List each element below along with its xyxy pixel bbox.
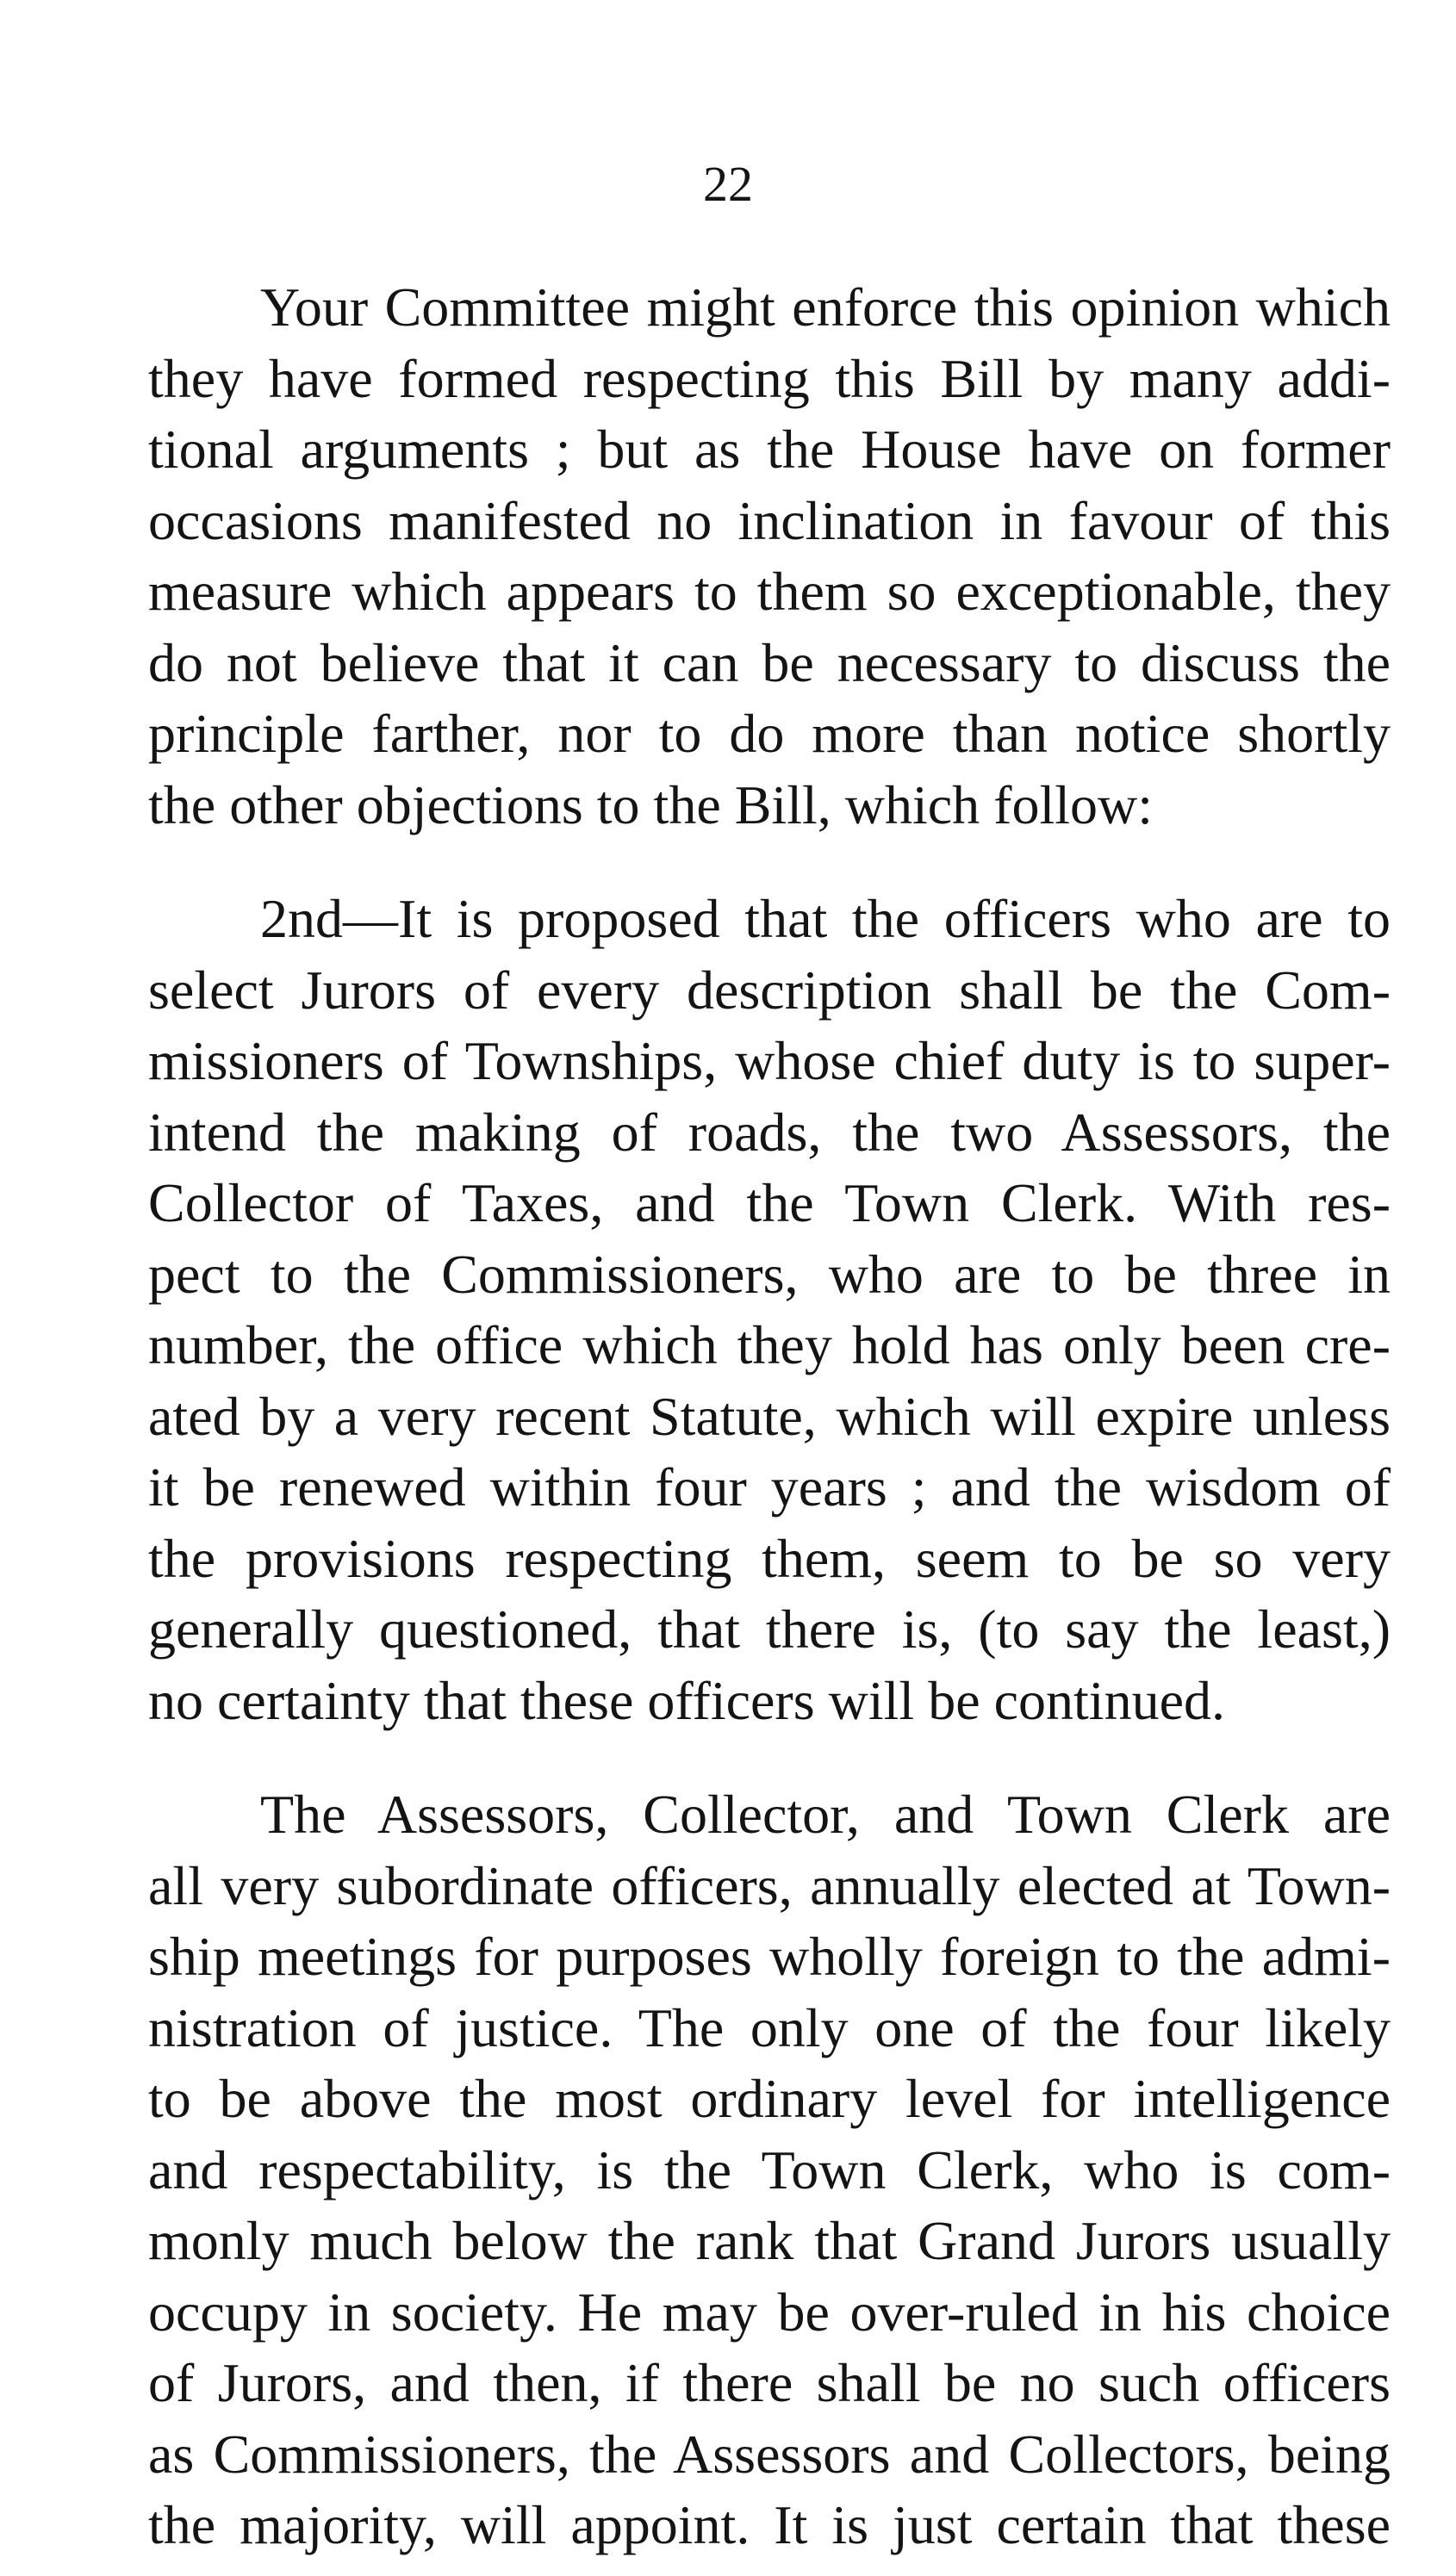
text-line: The Assessors, Collector, and Town Clerk are (260, 1784, 1391, 1845)
body-text (148, 272, 1391, 2561)
text-line: occasions manifested no inclination in favour of this (148, 489, 1391, 551)
paragraph (148, 272, 1391, 841)
page-number: 22 (703, 156, 753, 212)
text-line: do not believe that it can be necessary to discuss the (148, 631, 1391, 693)
text-line: ated by a very recent Statute, which will expire unless (148, 1385, 1391, 1447)
text-line: of Jurors, and then, if there shall be no such officers (148, 2352, 1391, 2413)
text-line: ship meetings for purposes wholly foreign to the admi- (148, 1926, 1391, 1987)
text-line: nistration of justice. The only one of the four likely (148, 1996, 1391, 2058)
text-line: all very subordinate officers, annually elected at Town- (148, 1854, 1391, 1916)
text-line: tional arguments ; but as the House have on former (148, 419, 1391, 480)
paragraph (148, 1779, 1391, 2561)
text-line: Your Committee might enforce this opinion which (260, 276, 1391, 338)
text-line: they have formed respecting this Bill by many addi- (148, 347, 1391, 409)
text-line: the provisions respecting them, seem to be so very (148, 1527, 1391, 1589)
text-line: occupy in society. He may be over-ruled in his choice (148, 2281, 1391, 2343)
text-line: and respectability, is the Town Clerk, who is com- (148, 2138, 1391, 2200)
text-line: pect to the Commissioners, who are to be three in (148, 1243, 1391, 1305)
text-line: the other objections to the Bill, which follow: (148, 773, 1154, 835)
text-line: no certainty that these officers will be continued. (148, 1669, 1225, 1731)
text-line: as Commissioners, the Assessors and Collectors, being (148, 2423, 1391, 2485)
text-line: Collector of Taxes, and the Town Clerk. With res- (148, 1172, 1391, 1233)
text-line: intend the making of roads, the two Assessors, the (148, 1101, 1391, 1163)
text-line: number, the office which they hold has only been cre- (148, 1314, 1391, 1375)
text-line: select Jurors of every description shall be the Com- (148, 959, 1391, 1021)
text-line: generally questioned, that there is, (to say the least,) (148, 1598, 1391, 1660)
paragraph (148, 884, 1391, 1736)
text-line: missioners of Townships, whose chief duty is to super- (148, 1030, 1391, 1091)
text-line: measure which appears to them so exceptionable, they (148, 561, 1391, 622)
text-line: monly much below the rank that Grand Jurors usually (148, 2210, 1391, 2271)
text-line: it be renewed within four years ; and the wisdom of (148, 1456, 1391, 1518)
text-line: the majority, will appoint. It is just certain that these (148, 2494, 1391, 2555)
text-line: 2nd—It is proposed that the officers who are to (260, 888, 1391, 949)
text-line: principle farther, nor to do more than notice shortly (148, 703, 1391, 764)
text-line: to be above the most ordinary level for intelligence (148, 2068, 1391, 2129)
